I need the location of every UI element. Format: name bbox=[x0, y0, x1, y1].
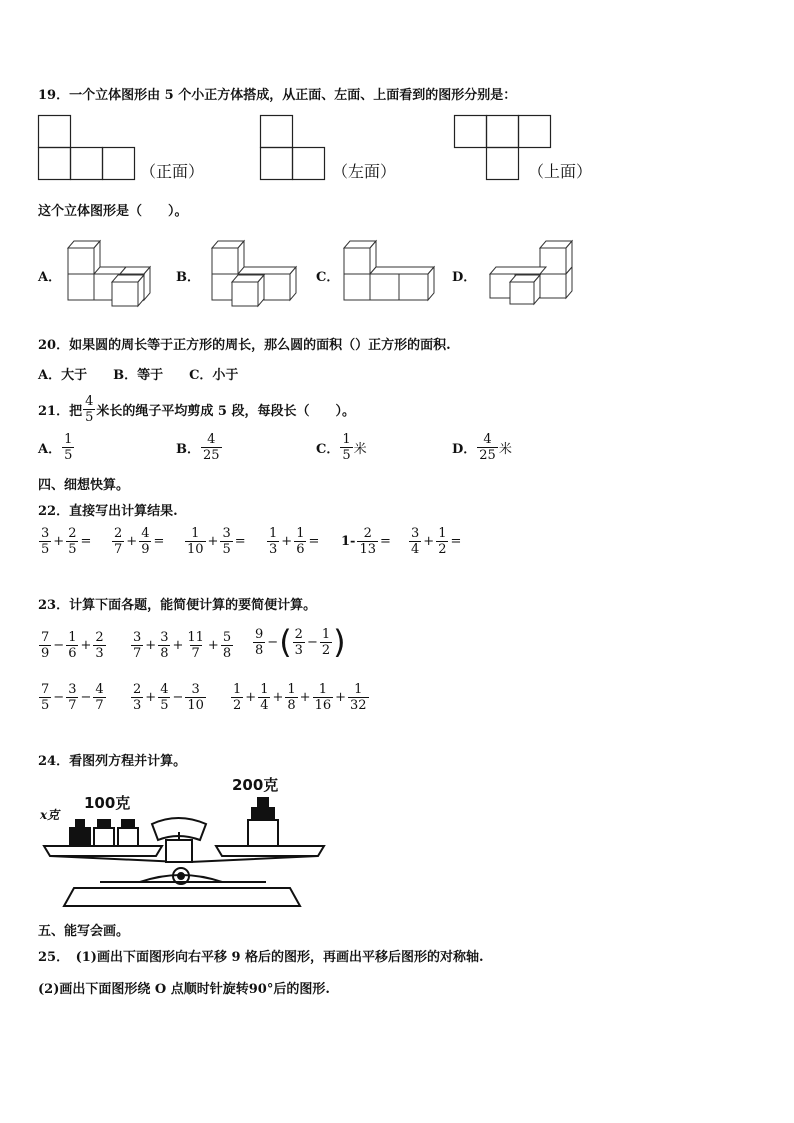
q19-option-c-figure bbox=[342, 240, 436, 304]
q21-option-b: B． $\frac{4}{25}$ bbox=[176, 432, 220, 463]
q23-expr-r1a: $\frac{7}{9}$ − $\frac{1}{6}$ + $\frac{2}{3}$ bbox=[41, 630, 104, 661]
section-4-heading: 四、细想快算。 bbox=[38, 478, 130, 493]
q19-option-d-figure bbox=[488, 238, 578, 308]
q23-stem: 23．计算下面各题，能简便计算的要简便计算。 bbox=[38, 598, 317, 613]
q23-expr-r1b: $\frac{3}{7}$ + $\frac{3}{8}$ + $\frac{11}{7}$ + $\frac{5}{8}$ bbox=[133, 630, 232, 661]
q19-question: 这个立体图形是（ ）。 bbox=[38, 204, 188, 219]
q25-part-1: 25． (1)画出下面图形向右平移 9 格后的图形，再画出平移后图形的对称轴. bbox=[38, 950, 484, 965]
q21-stem: 21．把 $\frac{4}{5}$ 米长的绳子平均剪成 5 段，每段长（ ）。 bbox=[38, 394, 355, 425]
left-view-label: （左面） bbox=[332, 162, 397, 181]
q24-stem: 24．看图列方程并计算。 bbox=[38, 754, 187, 769]
balance-label-x: x克 bbox=[40, 808, 60, 822]
q19-option-a-label: A． bbox=[38, 270, 62, 285]
front-view-figure bbox=[38, 115, 138, 181]
q19-option-b-figure bbox=[210, 232, 300, 308]
q23-expr-r1c: $\frac{9}{8}$ − ( $\frac{2}{3}$ − $\frac{1}{2}$ ) bbox=[255, 623, 346, 661]
q19-option-a-figure bbox=[64, 238, 154, 306]
balance-label-200: 200克 bbox=[232, 776, 279, 794]
q25-part-2: (2)画出下面图形绕 O 点顺时针旋转90°后的图形. bbox=[38, 982, 330, 997]
q22-expr-1: $\frac{3}{5}$ + $\frac{2}{5}$ = bbox=[41, 526, 92, 557]
q23-expr-r2a: $\frac{7}{5}$ − $\frac{3}{7}$ − $\frac{4}{7}$ bbox=[41, 682, 104, 713]
q19-stem: 19．一个立体图形由 5 个小正方体搭成，从正面、左面、上面看到的图形分别是： bbox=[38, 88, 517, 103]
q22-expr-4: $\frac{1}{3}$ + $\frac{1}{6}$ = bbox=[269, 526, 320, 557]
q19-option-b-label: B． bbox=[176, 270, 200, 285]
balance-label-100: 100克 bbox=[84, 794, 131, 812]
q22-expr-3: $\frac{1}{10}$ + $\frac{3}{5}$ = bbox=[187, 526, 246, 557]
top-view-label: （上面） bbox=[528, 162, 593, 181]
q21-option-d: D． $\frac{4}{25}$ 米 bbox=[452, 432, 512, 463]
q23-expr-r2b: $\frac{2}{3}$ + $\frac{4}{5}$ − $\frac{3}{10}$ bbox=[133, 682, 204, 713]
q22-expr-2: $\frac{2}{7}$ + $\frac{4}{9}$ = bbox=[114, 526, 165, 557]
q22-expr-5: 1- $\frac{2}{13}$ = bbox=[341, 526, 391, 557]
q19-option-c-label: C． bbox=[316, 270, 340, 285]
balance-scale-figure bbox=[40, 784, 330, 914]
q22-stem: 22．直接写出计算结果. bbox=[38, 504, 178, 519]
front-view-label: （正面） bbox=[140, 162, 205, 181]
q21-option-c: C． $\frac{1}{5}$ 米 bbox=[316, 432, 367, 463]
q20-options: A．大于 B．等于 C．小于 bbox=[38, 368, 239, 383]
q21-option-a: A． $\frac{1}{5}$ bbox=[38, 432, 73, 463]
q20-stem: 20．如果圆的周长等于正方形的周长，那么圆的面积（）正方形的面积. bbox=[38, 338, 451, 353]
q23-expr-r2c: $\frac{1}{2}$ + $\frac{1}{4}$ + $\frac{1}{8}$ + $\frac{1}{16}$ + $\frac{1}{32}$ bbox=[233, 682, 367, 713]
q21-fraction: $\frac{4}{5}$ bbox=[85, 394, 94, 425]
q22-expr-6: $\frac{3}{4}$ + $\frac{1}{2}$ = bbox=[411, 526, 462, 557]
left-view-figure bbox=[260, 115, 330, 181]
q19-option-d-label: D． bbox=[452, 270, 477, 285]
section-5-heading: 五、能写会画。 bbox=[38, 924, 130, 939]
